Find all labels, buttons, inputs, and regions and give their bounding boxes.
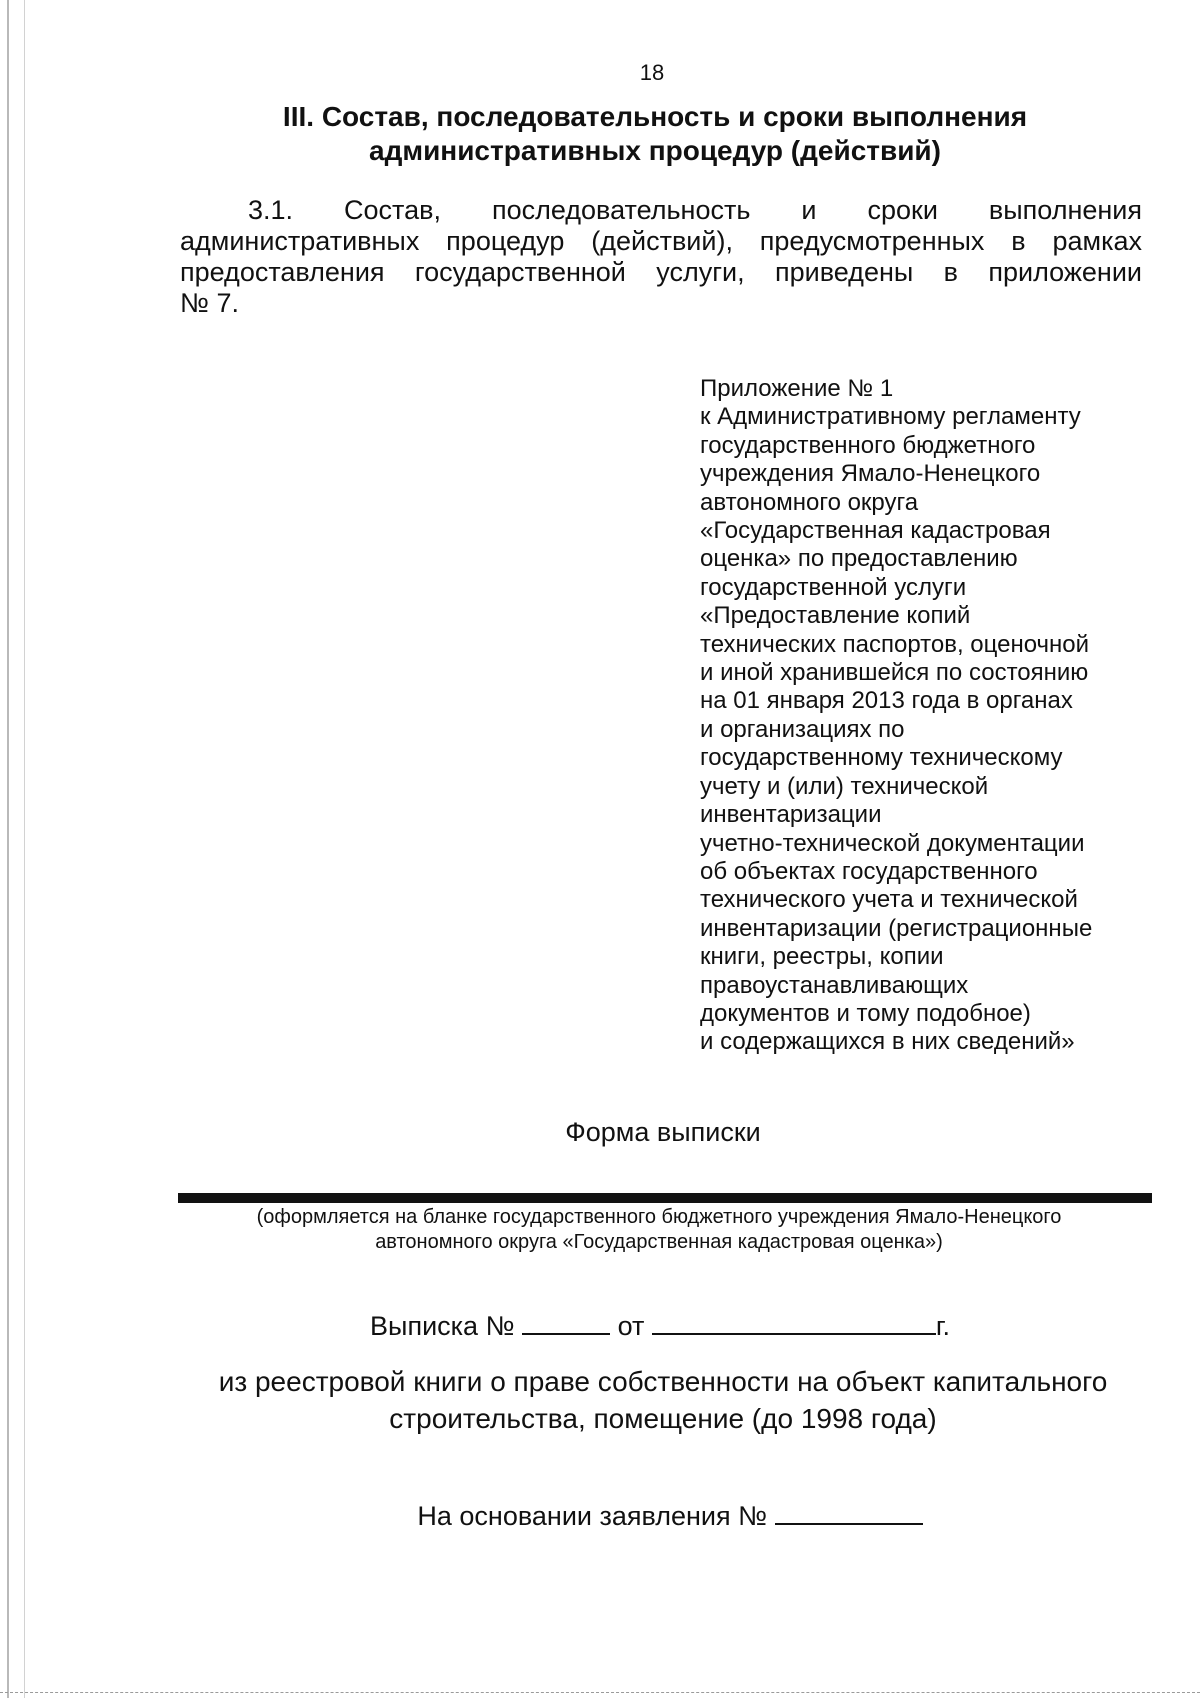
scan-edge-left-inner (24, 0, 25, 1698)
application-basis-line (0, 1499, 1200, 1532)
paragraph-line-3: предоставления государственной услуги, приведены в приложении (180, 257, 1142, 287)
appendix-line: к Административному регламенту (700, 403, 1081, 431)
appendix-line: инвентаризации (700, 801, 882, 829)
appendix-line: на 01 января 2013 года в органах (700, 687, 1073, 715)
section-title-line-1: III. Состав, последовательность и сроки выполнения (282, 101, 1028, 132)
appendix-line: Приложение № 1 (700, 375, 894, 402)
statement-number-blank (522, 1309, 610, 1335)
appendix-line: оценка» по предоставлению (700, 545, 1018, 573)
appendix-line: книги, реестры, копии (700, 943, 944, 971)
paragraph-line-4: № 7. (180, 288, 239, 318)
section-title-line-2: административных процедур (действий) (369, 135, 941, 166)
appendix-line: государственной услуги (700, 573, 967, 601)
appendix-line: и содержащихся в них сведений» (700, 1028, 1075, 1056)
letterhead-note-line-2: автономного округа «Государственная кадастровая оценка») (375, 1231, 943, 1253)
statement-number-line (0, 1309, 1200, 1342)
scan-edge-left (7, 0, 9, 1698)
appendix-line: «Предоставление копий (700, 602, 971, 630)
statement-label: Выписка № (370, 1311, 515, 1341)
appendix-line: государственному техническому (700, 744, 1063, 772)
scan-edge-bottom (0, 1692, 1200, 1694)
register-title-line-1: из реестровой книги о праве собственности на объект капитального (218, 1366, 1108, 1397)
appendix-line: «Государственная кадастровая (700, 517, 1051, 545)
statement-date-blank (652, 1309, 936, 1335)
statement-from-label: от (617, 1311, 645, 1341)
appendix-line: государственного бюджетного (700, 431, 1036, 459)
appendix-line: учету и (или) технической (700, 772, 989, 800)
letterhead-note-line-1: (оформляется на бланке государственного бюджетного учреждения Ямало-Ненецкого (256, 1206, 1062, 1228)
statement-year-suffix: г. (935, 1311, 950, 1341)
appendix-line: документов и тому подобное) (700, 999, 1031, 1027)
register-title-line-2: строительства, помещение (до 1998 года) (389, 1403, 937, 1434)
appendix-line: технического учета и технической (700, 886, 1078, 914)
appendix-line: и организациях по (700, 715, 905, 743)
appendix-line: автономного округа (700, 488, 919, 516)
appendix-line: технических паспортов, оценочной (700, 630, 1090, 658)
appendix-line: учетно-технической документации (700, 829, 1085, 857)
paragraph-line-1: 3.1. Состав, последовательность и сроки выполнения (248, 195, 1142, 225)
appendix-line: об объектах государственного (700, 857, 1038, 885)
paragraph-line-2: административных процедур (действий), предусмотренных в рамках (180, 226, 1142, 256)
appendix-line: правоустанавливающих (700, 971, 969, 999)
appendix-line: и иной хранившейся по состоянию (700, 659, 1089, 687)
appendix-caption (700, 375, 1150, 1057)
page-number: 18 (639, 60, 665, 85)
paragraph-3-1 (180, 195, 1142, 319)
register-title (180, 1363, 1146, 1437)
appendix-line: учреждения Ямало-Ненецкого (700, 460, 1041, 488)
form-title: Форма выписки (565, 1117, 761, 1147)
letterhead-rule (178, 1193, 1152, 1203)
letterhead-note (200, 1205, 1118, 1255)
appendix-line: инвентаризации (регистрационные (700, 914, 1093, 942)
basis-label: На основании заявления № (417, 1501, 768, 1531)
application-number-blank (775, 1499, 923, 1525)
section-title (180, 100, 1130, 168)
